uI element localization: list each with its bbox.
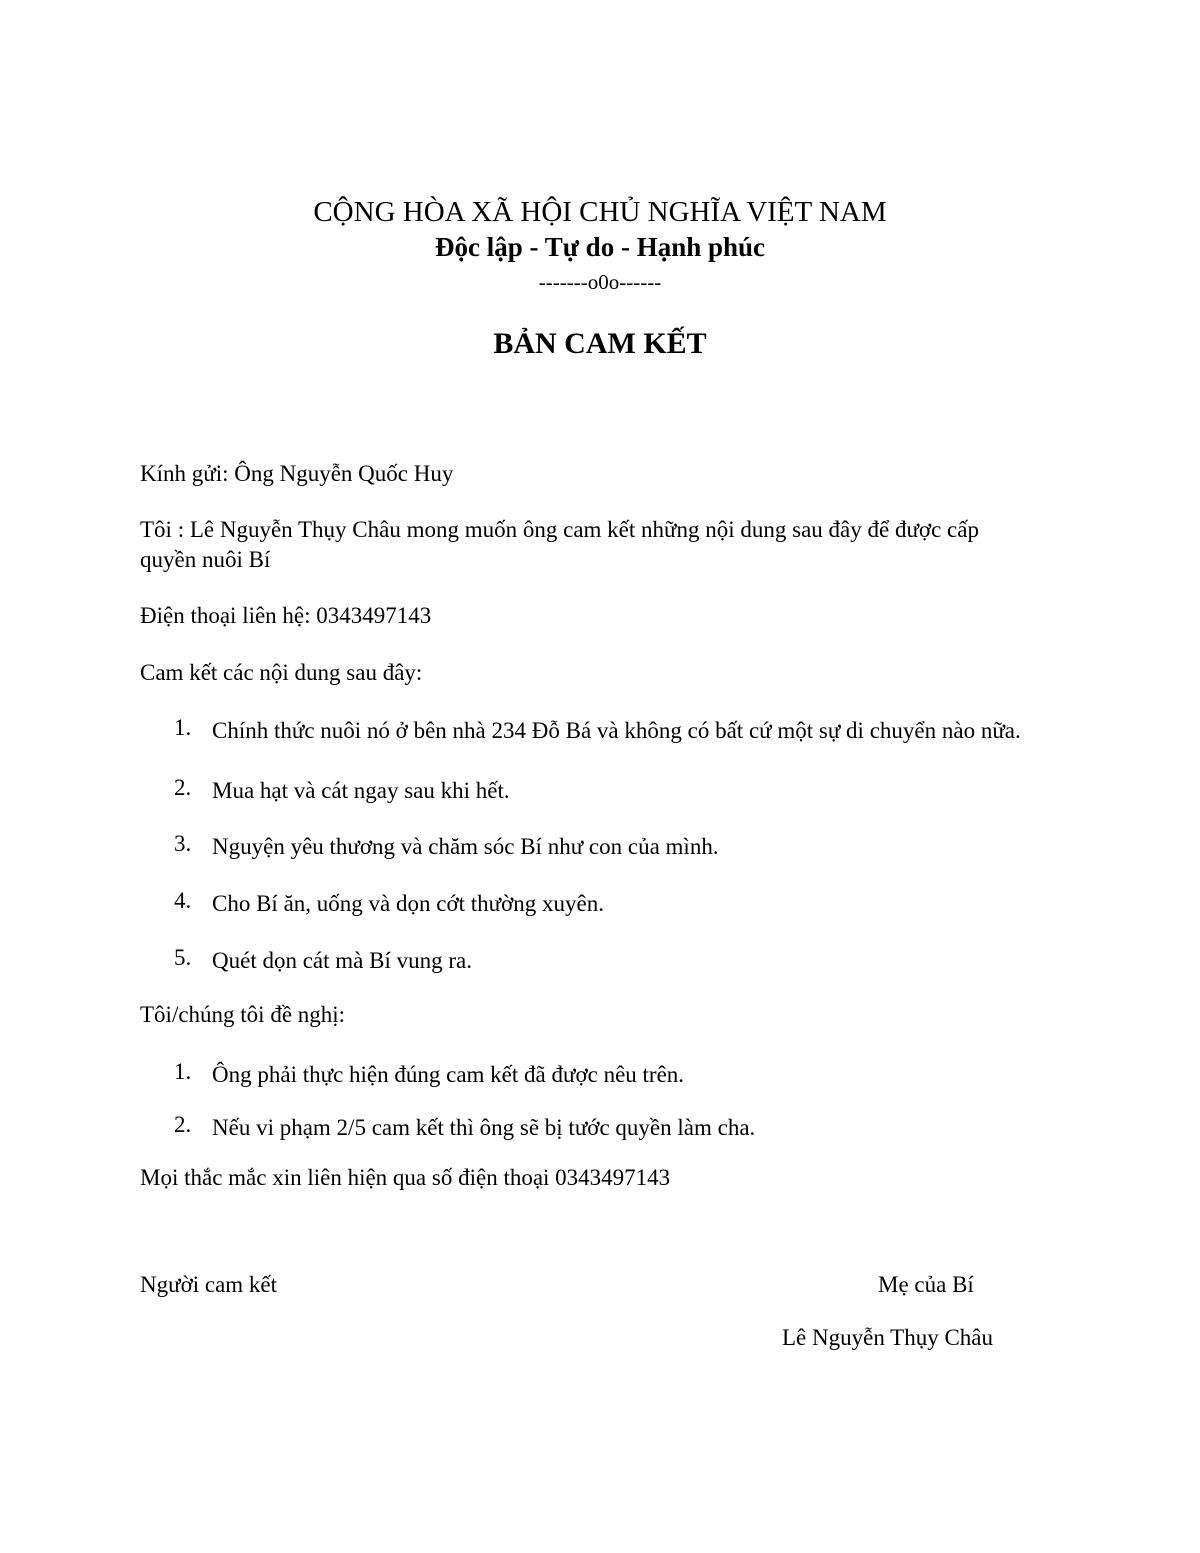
list-item-text: Cho Bí ăn, uống và dọn cớt thường xuyên. (212, 891, 604, 916)
list-item-text: Nguyện yêu thương và chăm sóc Bí như con của mình. (212, 834, 719, 859)
list-item-number: 1. (174, 1059, 192, 1084)
list-item-text: Mua hạt và cát ngay sau khi hết. (212, 778, 510, 803)
list-item-number: 1. (174, 715, 192, 740)
document-title: BẢN CAM KẾT (493, 327, 707, 360)
national-motto: Độc lập - Tự do - Hạnh phúc (434, 232, 766, 262)
list-item-number: 5. (174, 945, 192, 970)
list-item-text: Quét dọn cát mà Bí vung ra. (212, 948, 472, 973)
recipient-line: Kính gửi: Ông Nguyễn Quốc Huy (140, 461, 454, 486)
list-item-number: 3. (174, 831, 192, 856)
list-item-text: Chính thức nuôi nó ở bên nhà 234 Đỗ Bá và không có bất cứ một sự di chuyển nào nữa. (212, 718, 1021, 743)
contact-note: Mọi thắc mắc xin liên hiện qua số điện thoại 0343497143 (140, 1165, 671, 1190)
commitments-heading: Cam kết các nội dung sau đây: (140, 660, 423, 685)
requests-heading: Tôi/chúng tôi đề nghị: (140, 1002, 346, 1027)
header-divider: -------o0o------ (538, 270, 662, 294)
signer-label: Người cam kết (140, 1272, 278, 1297)
list-item-text: Ông phải thực hiện đúng cam kết đã được nêu trên. (212, 1062, 685, 1087)
list-item-number: 4. (174, 888, 192, 913)
national-title: CỘNG HÒA XÃ HỘI CHỦ NGHĨA VIỆT NAM (313, 196, 887, 228)
phone-line: Điện thoại liên hệ: 0343497143 (140, 603, 432, 628)
guardian-name: Lê Nguyễn Thụy Châu (782, 1325, 994, 1350)
guardian-role: Mẹ của Bí (878, 1272, 974, 1297)
list-item-number: 2. (174, 1112, 192, 1137)
list-item-number: 2. (174, 775, 192, 800)
list-item-text: Nếu vi phạm 2/5 cam kết thì ông sẽ bị tước quyền làm cha. (212, 1115, 756, 1140)
intro-paragraph: Tôi : Lê Nguyễn Thụy Châu mong muốn ông cam kết những nội dung sau đây để được cấp quyền nuôi Bí (140, 517, 979, 572)
